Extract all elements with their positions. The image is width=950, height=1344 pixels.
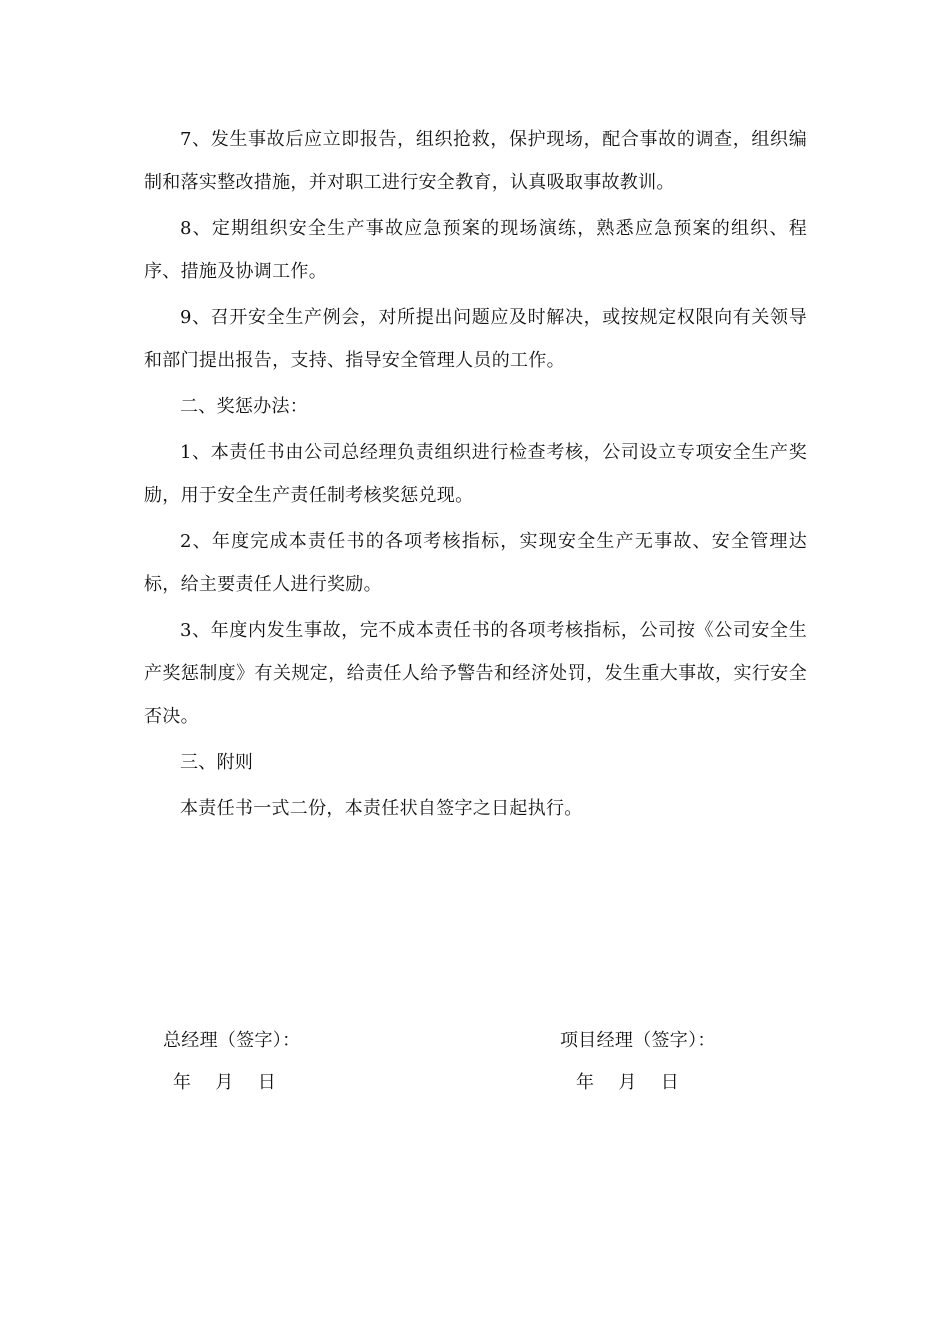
appendix-paragraph: 本责任书一式二份，本责任状自签字之日起执行。 [180, 798, 583, 819]
paragraph-item-7: 7、发生事故后应立即报告，组织抢救，保护现场，配合事故的调查，组织编制和落实整改措施，并对职工进行安全教育，认真吸取事故教训。 [144, 129, 807, 193]
rewards-paragraph-2: 2、年度完成本责任书的各项考核指标，实现安全生产无事故、安全管理达标，给主要责任人进行奖励。 [144, 531, 807, 595]
general-manager-signature-label: 总经理（签字）： [163, 1030, 301, 1051]
section-heading-rewards: 二、奖惩办法： [180, 396, 309, 417]
general-manager-signature-date: 年 月 日 [173, 1072, 277, 1093]
paragraph-item-9: 9、召开安全生产例会，对所提出问题应及时解决，或按规定权限向有关领导和部门提出报告，支持、指导安全管理人员的工作。 [144, 307, 807, 371]
project-manager-signature-label: 项目经理（签字）： [560, 1030, 716, 1051]
rewards-paragraph-3: 3、年度内发生事故，完不成本责任书的各项考核指标，公司按《公司安全生产奖惩制度》有关规定，给责任人给予警告和经济处罚，发生重大事故，实行安全否决。 [144, 620, 807, 727]
section-heading-appendix: 三、附则 [180, 752, 254, 773]
paragraph-item-8: 8、定期组织安全生产事故应急预案的现场演练，熟悉应急预案的组织、程序、措施及协调工作。 [144, 218, 807, 282]
project-manager-signature-date: 年 月 日 [576, 1072, 680, 1093]
rewards-paragraph-1: 1、本责任书由公司总经理负责组织进行检查考核，公司设立专项安全生产奖励，用于安全生产责任制考核奖惩兑现。 [144, 442, 807, 506]
document-body [144, 118, 807, 833]
